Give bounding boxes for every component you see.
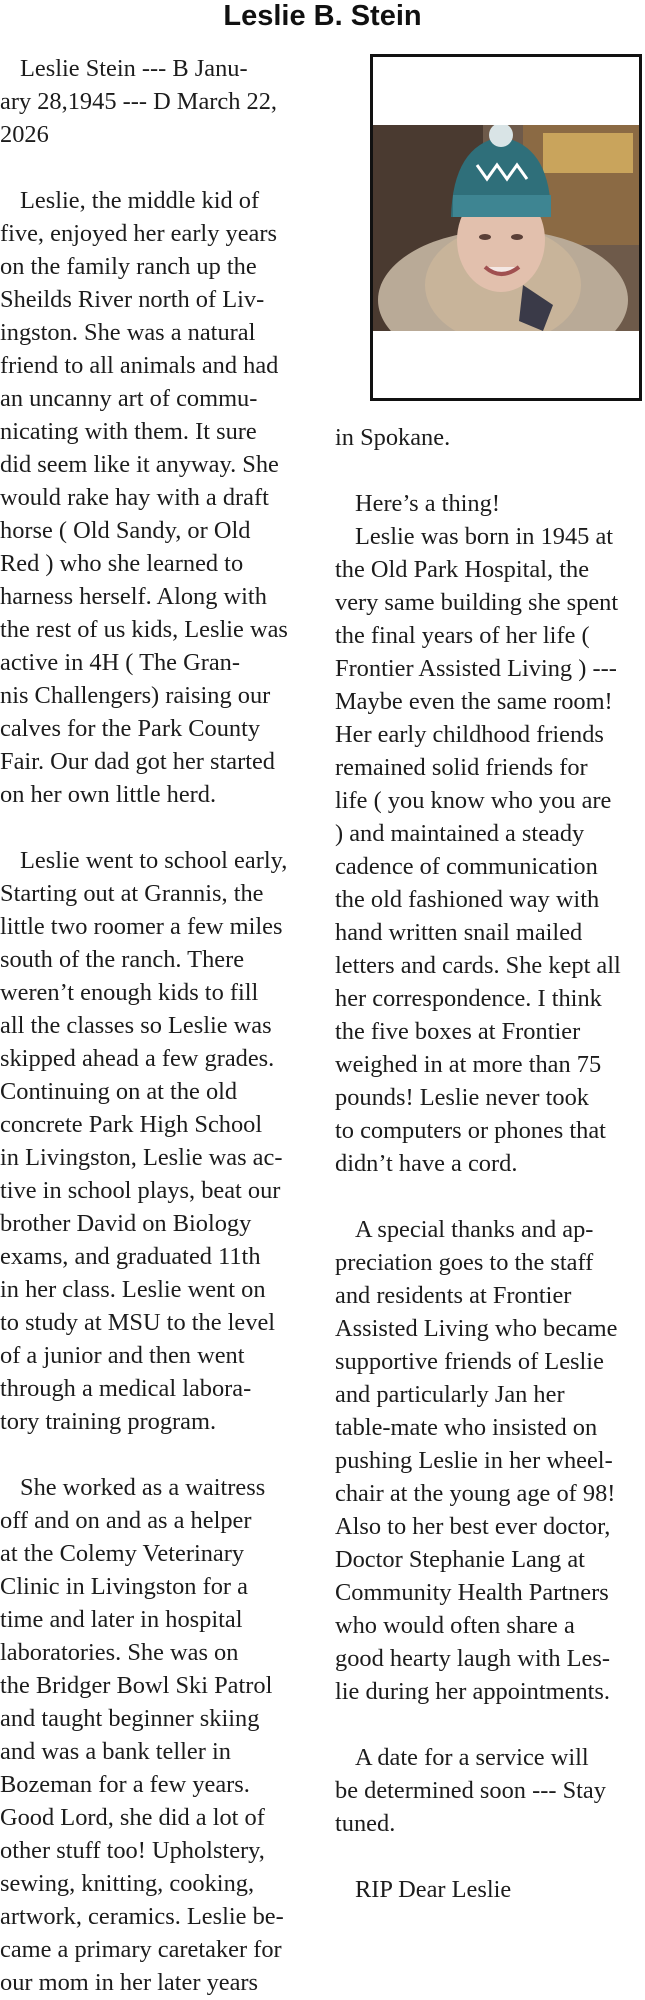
text-line: little two roomer a few miles xyxy=(0,913,283,940)
text-line: tive in school plays, beat our xyxy=(0,1177,281,1204)
text-line: chair at the young age of 98! xyxy=(335,1480,616,1507)
text-line: off and on and as a helper xyxy=(0,1507,252,1534)
text-line: sewing, knitting, cooking, xyxy=(0,1870,255,1897)
text-line: Here’s a thing! xyxy=(355,490,500,517)
text-line: Assisted Living who became xyxy=(335,1315,618,1342)
text-line: Sheilds River north of Liv- xyxy=(0,286,265,313)
text-line: all the classes so Leslie was xyxy=(0,1012,272,1039)
text-line: and residents at Frontier xyxy=(335,1282,572,1309)
text-line: Starting out at Grannis, the xyxy=(0,880,264,907)
text-line: A date for a service will xyxy=(355,1744,589,1771)
text-line: pounds! Leslie never took xyxy=(335,1084,590,1111)
text-line: brother David on Biology xyxy=(0,1210,252,1237)
paragraph-gap xyxy=(335,454,645,487)
text-line: lie during her appointments. xyxy=(335,1678,611,1705)
obituary-title: Leslie B. Stein xyxy=(223,0,422,32)
text-line: on the family ranch up the xyxy=(0,253,257,280)
text-line: life ( you know who you are xyxy=(335,787,612,814)
paragraph-gap xyxy=(0,151,315,184)
text-line: very same building she spent xyxy=(335,589,619,616)
text-line: Leslie went to school early, xyxy=(20,847,288,874)
text-line: pushing Leslie in her wheel- xyxy=(335,1447,613,1474)
text-line: good hearty laugh with Les- xyxy=(335,1645,611,1672)
text-line: preciation goes to the staff xyxy=(335,1249,594,1276)
text-line: harness herself. Along with xyxy=(0,583,267,610)
text-line: hand written snail mailed xyxy=(335,919,583,946)
text-line: Community Health Partners xyxy=(335,1579,609,1606)
text-line: and was a bank teller in xyxy=(0,1738,231,1765)
left-column xyxy=(0,52,315,1999)
text-line: and taught beginner skiing xyxy=(0,1705,260,1732)
text-line: laboratories. She was on xyxy=(0,1639,239,1666)
text-line: 2026 xyxy=(0,121,49,148)
text-line: nis Challengers) raising our xyxy=(0,682,271,709)
text-line: to computers or phones that xyxy=(335,1117,606,1144)
text-line: ingston. She was a natural xyxy=(0,319,256,346)
text-line: Leslie, the middle kid of xyxy=(20,187,260,214)
text-line: exams, and graduated 11th xyxy=(0,1243,261,1270)
text-line: weren’t enough kids to fill xyxy=(0,979,259,1006)
text-line: calves for the Park County xyxy=(0,715,261,742)
text-line: cadence of communication xyxy=(335,853,598,880)
paragraph-gap xyxy=(335,1840,645,1873)
paragraph-gap xyxy=(0,811,315,844)
text-line: concrete Park High School xyxy=(0,1111,263,1138)
text-line: be determined soon --- Stay xyxy=(335,1777,606,1804)
text-line: weighed in at more than 75 xyxy=(335,1051,602,1078)
text-line: ) and maintained a steady xyxy=(335,820,585,847)
text-line: Doctor Stephanie Lang at xyxy=(335,1546,585,1573)
paragraph-gap xyxy=(0,1438,315,1471)
text-line: in Livingston, Leslie was ac- xyxy=(0,1144,283,1171)
text-line: A special thanks and ap- xyxy=(355,1216,594,1243)
text-line: would rake hay with a draft xyxy=(0,484,269,511)
text-line: an uncanny art of commu- xyxy=(0,385,258,412)
text-line: skipped ahead a few grades. xyxy=(0,1045,275,1072)
text-line: Her early childhood friends xyxy=(335,721,604,748)
text-line: horse ( Old Sandy, or Old xyxy=(0,517,251,544)
text-line: Leslie was born in 1945 at xyxy=(355,523,614,550)
text-line: the Old Park Hospital, the xyxy=(335,556,590,583)
text-line: Bozeman for a few years. xyxy=(0,1771,250,1798)
text-line: in Spokane. xyxy=(335,424,451,451)
text-line: on her own little herd. xyxy=(0,781,217,808)
text-line: our mom in her later years xyxy=(0,1969,259,1996)
text-line: She worked as a waitress xyxy=(20,1474,266,1501)
text-line: at the Colemy Veterinary xyxy=(0,1540,245,1567)
text-line: five, enjoyed her early years xyxy=(0,220,277,247)
paragraph-gap xyxy=(335,1180,645,1213)
text-line: time and later in hospital xyxy=(0,1606,243,1633)
text-line: tuned. xyxy=(335,1810,396,1837)
text-line: the old fashioned way with xyxy=(335,886,600,913)
text-line: the five boxes at Frontier xyxy=(335,1018,581,1045)
text-line: to study at MSU to the level xyxy=(0,1309,276,1336)
text-line: Frontier Assisted Living ) --- xyxy=(335,655,617,682)
text-line: remained solid friends for xyxy=(335,754,588,781)
text-line: Clinic in Livingston for a xyxy=(0,1573,248,1600)
text-line: artwork, ceramics. Leslie be- xyxy=(0,1903,284,1930)
text-line: the final years of her life ( xyxy=(335,622,590,649)
text-line: supportive friends of Leslie xyxy=(335,1348,604,1375)
portrait-photo xyxy=(373,125,639,331)
text-line: the rest of us kids, Leslie was xyxy=(0,616,288,643)
text-line: through a medical labora- xyxy=(0,1375,252,1402)
text-line: and particularly Jan her xyxy=(335,1381,565,1408)
portrait-photo-frame xyxy=(370,54,642,401)
text-line: came a primary caretaker for xyxy=(0,1936,282,1963)
text-line: Maybe even the same room! xyxy=(335,688,613,715)
right-column xyxy=(335,421,645,1906)
text-line: Fair. Our dad got her started xyxy=(0,748,276,775)
text-line: the Bridger Bowl Ski Patrol xyxy=(0,1672,273,1699)
text-line: of a junior and then went xyxy=(0,1342,245,1369)
text-line: Red ) who she learned to xyxy=(0,550,244,577)
text-line: active in 4H ( The Gran- xyxy=(0,649,240,676)
text-line: south of the ranch. There xyxy=(0,946,245,973)
text-line: ary 28,1945 --- D March 22, xyxy=(0,88,278,115)
text-line: tory training program. xyxy=(0,1408,217,1435)
text-line: her correspondence. I think xyxy=(335,985,602,1012)
text-line: didn’t have a cord. xyxy=(335,1150,518,1177)
text-line: other stuff too! Upholstery, xyxy=(0,1837,265,1864)
text-line: nicating with them. It sure xyxy=(0,418,257,445)
text-line: Continuing on at the old xyxy=(0,1078,238,1105)
text-line: Good Lord, she did a lot of xyxy=(0,1804,265,1831)
text-line: friend to all animals and had xyxy=(0,352,279,379)
text-line: table-mate who insisted on xyxy=(335,1414,598,1441)
text-line: in her class. Leslie went on xyxy=(0,1276,266,1303)
text-line: RIP Dear Leslie xyxy=(355,1876,512,1903)
paragraph-gap xyxy=(335,1708,645,1741)
text-line: did seem like it anyway. She xyxy=(0,451,279,478)
text-line: Also to her best ever doctor, xyxy=(335,1513,611,1540)
text-line: who would often share a xyxy=(335,1612,575,1639)
text-line: Leslie Stein --- B Janu- xyxy=(20,55,248,82)
text-line: letters and cards. She kept all xyxy=(335,952,621,979)
